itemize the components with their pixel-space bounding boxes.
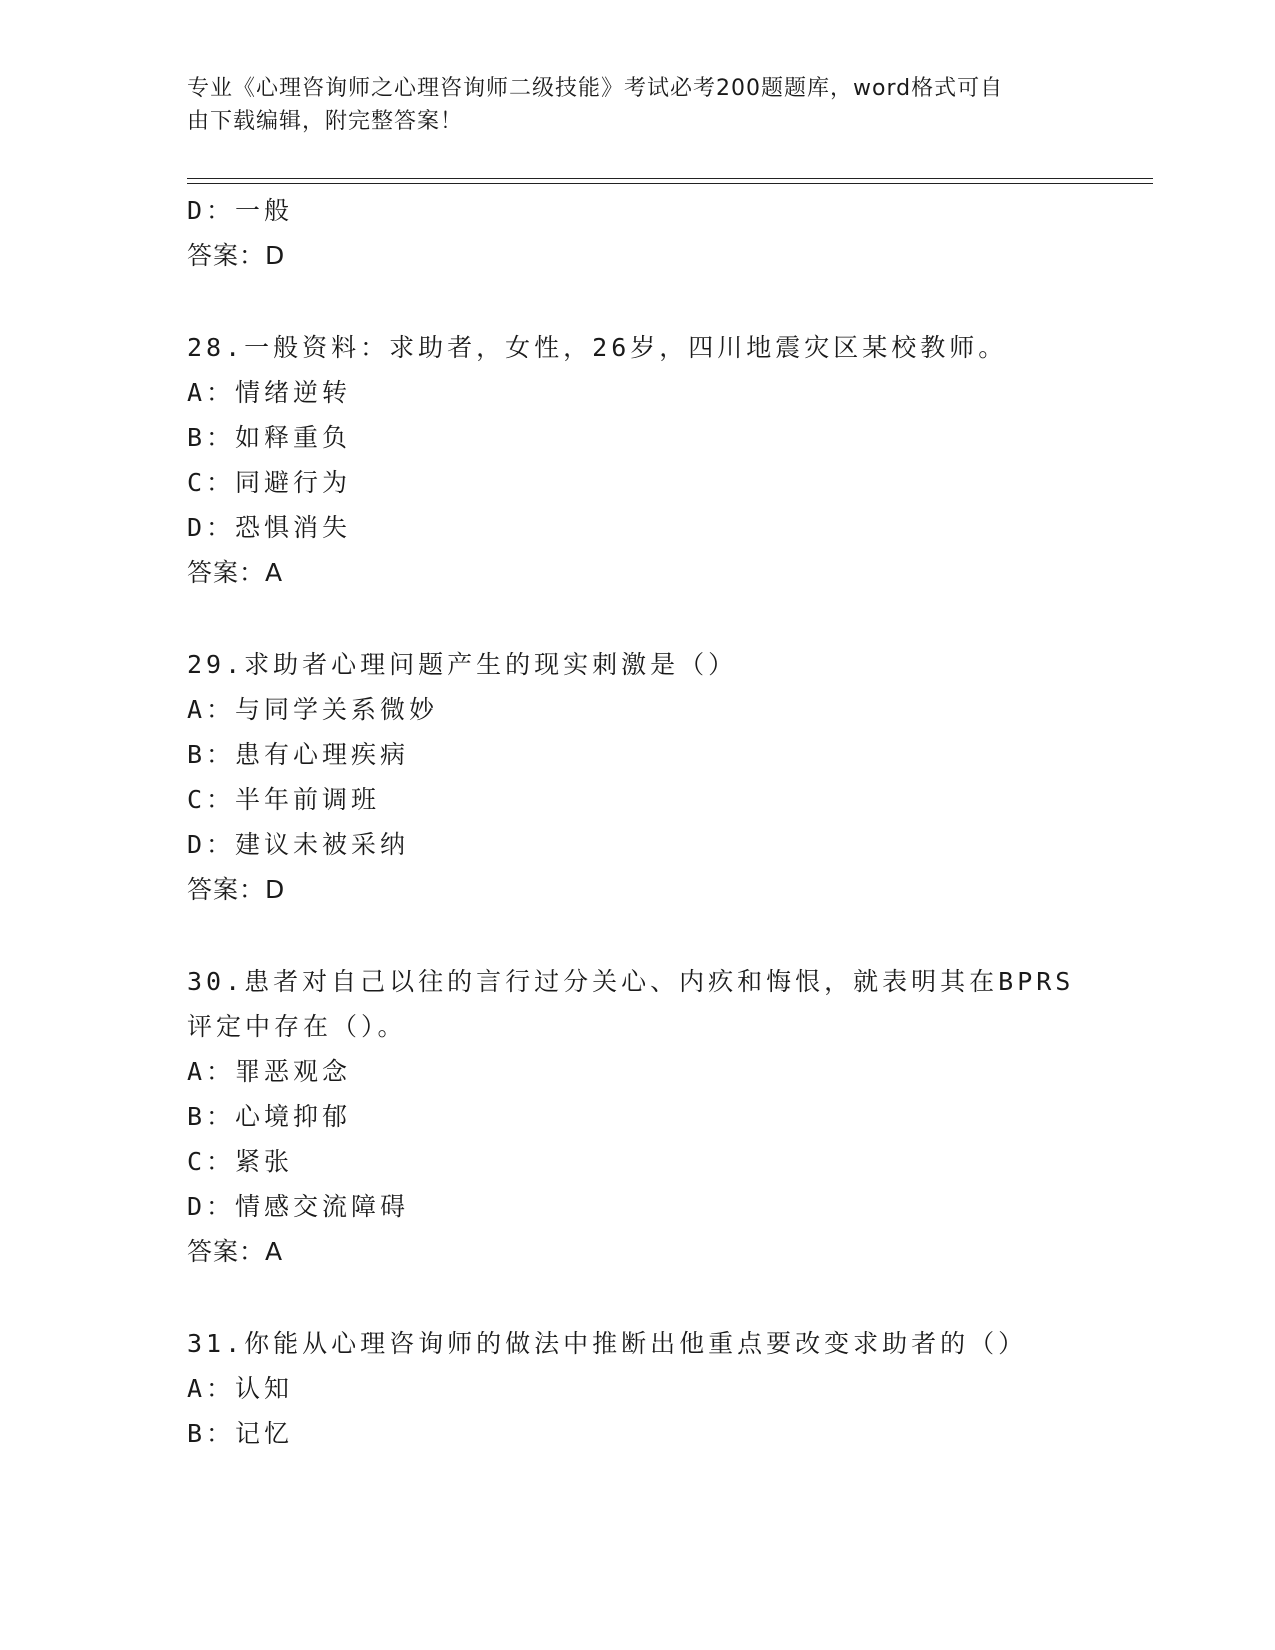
- option-d: D：一般: [187, 196, 294, 225]
- page-header: [187, 72, 1067, 138]
- answer-line: 答案：A: [187, 558, 284, 587]
- option-d: D：情感交流障碍: [187, 1192, 410, 1221]
- option-c: C：半年前调班: [187, 785, 381, 814]
- header-line-1: 专业《心理咨询师之心理咨询师二级技能》考试必考200题题库，word格式可自: [187, 76, 1004, 101]
- question-fragment: [187, 188, 1087, 278]
- question-stem: 29.求助者心理问题产生的现实刺激是（）: [187, 650, 738, 679]
- option-b: B：患有心理疾病: [187, 740, 410, 769]
- question-31: [187, 1321, 1087, 1456]
- question-stem-line-2: 评定中存在（）。: [187, 1012, 407, 1041]
- option-d: D：建议未被采纳: [187, 830, 410, 859]
- option-b: B：心境抑郁: [187, 1102, 352, 1131]
- answer-line: 答案：A: [187, 1237, 284, 1266]
- header-rule-top: [187, 178, 1153, 179]
- question-29: [187, 642, 1087, 912]
- document-body: [187, 188, 1087, 1456]
- option-a: A：与同学关系微妙: [187, 695, 439, 724]
- answer-line: 答案：D: [187, 241, 286, 270]
- option-a: A：罪恶观念: [187, 1057, 352, 1086]
- question-stem-line-1: 30.患者对自己以往的言行过分关心、内疚和悔恨，就表明其在BPRS: [187, 967, 1075, 996]
- question-30: [187, 959, 1087, 1274]
- answer-line: 答案：D: [187, 875, 286, 904]
- option-b: B：记忆: [187, 1419, 294, 1448]
- option-a: A：情绪逆转: [187, 378, 352, 407]
- question-stem: 31.你能从心理咨询师的做法中推断出他重点要改变求助者的（）: [187, 1329, 1028, 1358]
- question-28: [187, 325, 1087, 595]
- option-c: C：同避行为: [187, 468, 352, 497]
- option-a: A：认知: [187, 1374, 294, 1403]
- option-b: B：如释重负: [187, 423, 352, 452]
- question-stem: 28.一般资料：求助者，女性，26岁，四川地震灾区某校教师。: [187, 333, 1008, 362]
- option-d: D：恐惧消失: [187, 513, 352, 542]
- option-c: C：紧张: [187, 1147, 294, 1176]
- header-line-2: 由下载编辑，附完整答案！: [187, 109, 464, 134]
- header-rule-bottom: [187, 183, 1153, 184]
